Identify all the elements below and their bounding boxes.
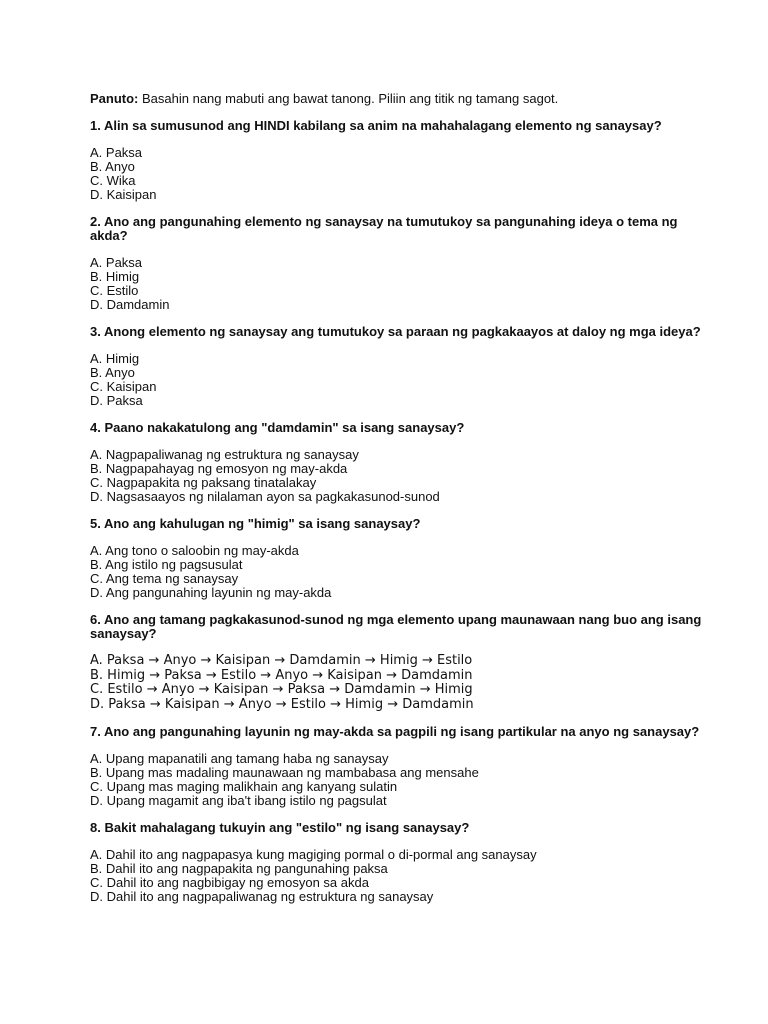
choice-a: A. Dahil ito ang nagpapasya kung magiging pormal o di-pormal ang sanaysay (90, 847, 537, 862)
choice-d: D. Kaisipan (90, 187, 157, 202)
choice-c: C. Kaisipan (90, 379, 157, 394)
question-text: 4. Paano nakakatulong ang "damdamin" sa isang sanaysay? (90, 420, 465, 435)
question-7 (90, 725, 710, 808)
question-8 (90, 821, 710, 904)
question-5 (90, 517, 710, 600)
choice-d: D. Dahil ito ang nagpapaliwanag ng estruktura ng sanaysay (90, 889, 434, 904)
choice-a: A. Himig (90, 351, 140, 366)
choice-a: A. Paksa (90, 255, 143, 270)
choice-c: C. Ang tema ng sanaysay (90, 571, 239, 586)
choice-list (90, 256, 710, 312)
document-page (90, 92, 710, 917)
choice-a: A. Paksa (90, 145, 143, 160)
question-text: 5. Ano ang kahulugan ng "himig" sa isang sanaysay? (90, 516, 421, 531)
choice-d: D. Ang pangunahing layunin ng may-akda (90, 585, 332, 600)
question-2 (90, 215, 710, 312)
choice-a: A. Nagpapaliwanag ng estruktura ng sanaysay (90, 447, 359, 462)
choice-b: B. Anyo (90, 365, 135, 380)
choice-b: B. Dahil ito ang nagpapakita ng pangunahing paksa (90, 861, 388, 876)
question-3 (90, 325, 710, 408)
instructions (90, 92, 710, 106)
choice-a: A. Ang tono o saloobin ng may-akda (90, 543, 299, 558)
question-text: 8. Bakit mahalagang tukuyin ang "estilo" ng isang sanaysay? (90, 820, 470, 835)
choice-d: D. Paksa (90, 393, 143, 408)
choice-b: B. Anyo (90, 159, 135, 174)
choice-b: B. Himig (90, 269, 140, 284)
choice-list (90, 654, 710, 712)
choice-d: D. Paksa → Kaisipan → Anyo → Estilo → Himig → Damdamin (90, 696, 474, 712)
choice-d: D. Upang magamit ang iba't ibang istilo ng pagsulat (90, 793, 387, 808)
choice-b: B. Upang mas madaling maunawaan ng mambabasa ang mensahe (90, 765, 479, 780)
choice-c: C. Upang mas maging malikhain ang kanyang sulatin (90, 779, 398, 794)
question-text: 6. Ano ang tamang pagkakasunod-sunod ng mga elemento upang maunawaan nang buo ang isang sanaysay? (90, 612, 702, 641)
question-6 (90, 613, 710, 712)
choice-c: C. Dahil ito ang nagbibigay ng emosyon sa akda (90, 875, 369, 890)
choice-d: D. Nagsasaayos ng nilalaman ayon sa pagkakasunod-sunod (90, 489, 440, 504)
instructions-text: Basahin nang mabuti ang bawat tanong. Piliin ang titik ng tamang sagot. (138, 91, 559, 106)
choice-list (90, 752, 710, 808)
choice-c: C. Estilo (90, 283, 139, 298)
instructions-lead: Panuto: (90, 91, 139, 106)
choice-b: B. Nagpapahayag ng emosyon ng may-akda (90, 461, 348, 476)
choice-list (90, 146, 710, 202)
question-text: 2. Ano ang pangunahing elemento ng sanaysay na tumutukoy sa pangunahing ideya o tema ng akda? (90, 214, 678, 243)
choice-b: B. Ang istilo ng pagsusulat (90, 557, 243, 572)
choice-a: A. Upang mapanatili ang tamang haba ng sanaysay (90, 751, 389, 766)
question-4 (90, 421, 710, 504)
choice-c: C. Estilo → Anyo → Kaisipan → Paksa → Damdamin → Himig (90, 682, 473, 697)
question-text: 1. Alin sa sumusunod ang HINDI kabilang sa anim na mahahalagang elemento ng sanaysay? (90, 118, 662, 133)
choice-a: A. Paksa → Anyo → Kaisipan → Damdamin → Himig → Estilo (90, 653, 473, 668)
question-1 (90, 119, 710, 202)
choice-b: B. Himig → Paksa → Estilo → Anyo → Kaisipan → Damdamin (90, 667, 473, 683)
choice-list (90, 544, 710, 600)
choice-list (90, 448, 710, 504)
choice-c: C. Nagpapakita ng paksang tinatalakay (90, 475, 317, 490)
question-text: 3. Anong elemento ng sanaysay ang tumutukoy sa paraan ng pagkakaayos at daloy ng mga ideya? (90, 324, 701, 339)
choice-c: C. Wika (90, 173, 136, 188)
choice-list (90, 352, 710, 408)
choice-d: D. Damdamin (90, 297, 170, 312)
question-list (90, 119, 710, 904)
question-text: 7. Ano ang pangunahing layunin ng may-akda sa pagpili ng isang partikular na anyo ng sanaysay? (90, 724, 700, 739)
choice-list (90, 848, 710, 904)
